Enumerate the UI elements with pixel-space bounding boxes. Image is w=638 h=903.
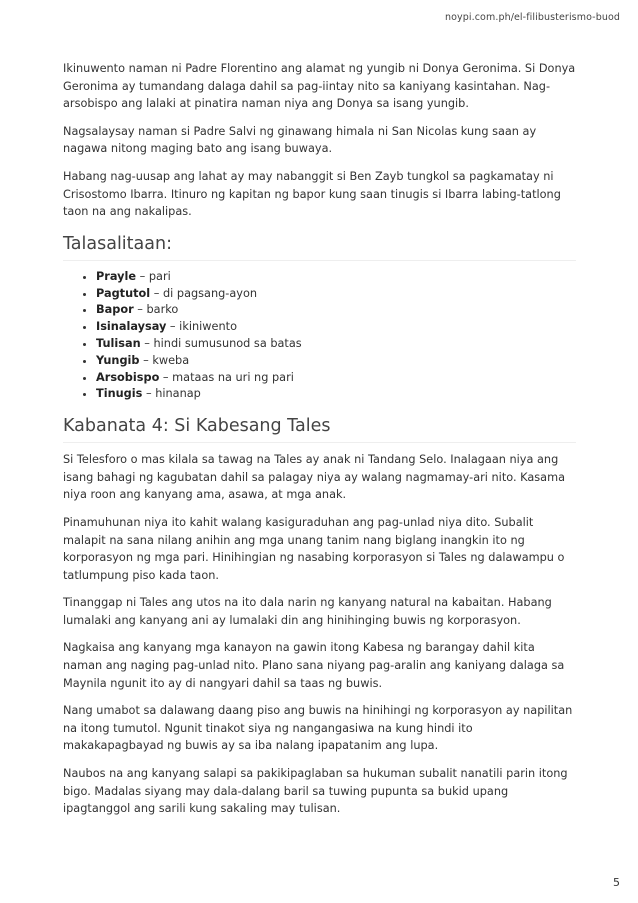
vocabulary-item — [96, 319, 576, 336]
page-url: noypi.com.ph/el-filibusterismo-buod — [444, 12, 620, 23]
vocabulary-definition: – kweba — [139, 353, 190, 367]
vocabulary-term: Isinalaysay — [96, 320, 167, 334]
vocabulary-list — [63, 269, 576, 403]
intro-paragraph: Habang nag-uusap ang lahat ay may nabanggit si Ben Zayb tungkol sa pagkamatay ni Crisostomo Ibarra. Itinuro ng kapitan ng bapor kung saan tinugis si Ibarra labing-tatlong taon na ang nakalipas. — [63, 169, 561, 219]
vocabulary-item — [96, 336, 576, 353]
vocabulary-item — [96, 302, 576, 319]
document-body — [63, 60, 576, 828]
vocabulary-definition: – pari — [136, 269, 171, 283]
vocabulary-term: Arsobispo — [96, 370, 160, 384]
vocabulary-term: Pagtutol — [96, 286, 151, 300]
vocabulary-definition: – di pagsang-ayon — [150, 286, 258, 300]
vocabulary-definition: – mataas na uri ng pari — [159, 370, 294, 384]
vocabulary-item — [96, 269, 576, 286]
chapter-paragraph: Naubos na ang kanyang salapi sa pakikipaglaban sa hukuman subalit nanatili parin itong bigo. Madalas siyang may dala-dalang baril sa tuwing pupunta sa bukid upang ipagtanggol ang sarili kung sakaling may tulisan. — [63, 767, 568, 816]
vocabulary-item — [96, 286, 576, 303]
vocabulary-definition: – ikiniwento — [166, 320, 237, 334]
vocabulary-term: Tulisan — [96, 336, 141, 350]
intro-paragraph: Ikinuwento naman ni Padre Florentino ang alamat ng yungib ni Donya Geronima. Si Donya Geronima ay tumandang dalaga dahil sa pag-iintay nito sa kaniyang kasintahan. Nag-arsobispo ang lalaki at pinatira naman niya ang Donya sa isang yungib. — [63, 62, 576, 111]
chapter-paragraph: Tinanggap ni Tales ang utos na ito dala narin ng kanyang natural na kabaitan. Habang lumalaki ang kanyang ani ay lumalaki din ang hinihinging buwis ng korporasyon. — [63, 596, 552, 627]
vocabulary-item — [96, 370, 576, 387]
vocabulary-item — [96, 353, 576, 370]
intro-paragraph: Nagsalaysay naman si Padre Salvi ng ginawang himala ni San Nicolas kung saan ay nagawa nitong maging bato ang isang buwaya. — [63, 124, 537, 156]
vocabulary-term: Yungib — [96, 353, 140, 367]
vocabulary-heading: Talasalitaan: — [63, 233, 576, 261]
chapter-paragraph: Nagkaisa ang kanyang mga kanayon na gawin itong Kabesa ng barangay dahil kita naman ang naging pag-unlad nito. Plano sana niyang pag-aralin ang kaniyang dalaga sa Maynila ngunit ito ay di nangyari dahil sa taas ng buwis. — [63, 641, 565, 690]
page-number: 5 — [613, 876, 620, 889]
vocabulary-term: Tinugis — [96, 387, 143, 401]
vocabulary-definition: – hindi sumusunod sa batas — [140, 336, 302, 350]
vocabulary-definition: – barko — [133, 303, 179, 317]
chapter-paragraph: Pinamuhunan niya ito kahit walang kasiguraduhan ang pag-unlad niya dito. Subalit malapit na sana nilang anihin ang mga unang tanim nang biglang inangkin ito ng korporasyon ng mga pari. Hinihingian ng nasabing korporasyon si Tales ng dalawampu o tatlumpung piso kada taon. — [63, 515, 565, 582]
chapter-paragraph: Si Telesforo o mas kilala sa tawag na Tales ay anak ni Tandang Selo. Inalagaan niya ang isang bahagi ng kagubatan dahil sa palagay niya ay walang nagmamay-ari nito. Kasama niya roon ang kanyang ama, asawa, at mga anak. — [63, 453, 566, 502]
chapter-paragraph: Nang umabot sa dalawang daang piso ang buwis na hinihingi ng korporasyon ay napilitan na itong tumutol. Ngunit tinakot siya ng nangangasiwa na kung hindi ito makakapagbayad ng buwis ay sa iba nalang ipapatanim ang lupa. — [63, 704, 573, 753]
vocabulary-term: Bapor — [96, 303, 134, 317]
vocabulary-item — [96, 386, 576, 403]
vocabulary-definition: – hinanap — [142, 387, 201, 401]
vocabulary-term: Prayle — [96, 269, 137, 283]
chapter-heading: Kabanata 4: Si Kabesang Tales — [63, 415, 576, 443]
